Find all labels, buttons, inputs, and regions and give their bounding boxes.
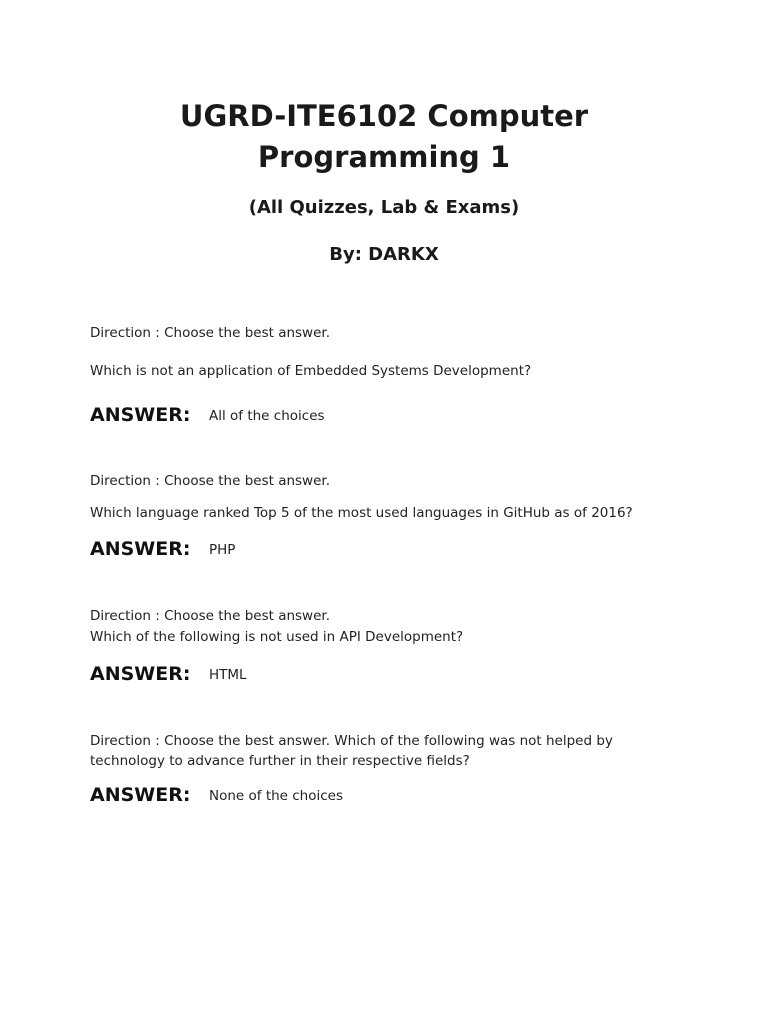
question-1-text: Which is not an application of Embedded Systems Development? <box>90 363 532 379</box>
question-1-answer-row <box>90 402 690 428</box>
question-2-answer: PHP <box>209 542 236 558</box>
answer-label: ANSWER: <box>90 538 191 560</box>
answer-label: ANSWER: <box>90 663 191 685</box>
question-3-text: Which of the following is not used in API Development? <box>90 629 464 645</box>
question-4-direction-and-text: Direction : Choose the best answer. Which of the following was not helped by technology to advance further in their respective fields? <box>90 733 613 769</box>
question-3-answer: HTML <box>209 667 247 683</box>
question-4-answer-row <box>90 782 690 808</box>
document-author: By: DARKX <box>329 244 439 265</box>
answer-label: ANSWER: <box>90 784 191 806</box>
question-1-answer: All of the choices <box>209 408 325 424</box>
question-2-answer-row <box>90 536 690 562</box>
question-2-direction: Direction : Choose the best answer. <box>90 473 331 489</box>
document-title: UGRD-ITE6102 Computer Programming 1 <box>179 99 589 174</box>
question-2-text: Which language ranked Top 5 of the most used languages in GitHub as of 2016? <box>90 505 633 521</box>
question-1-direction: Direction : Choose the best answer. <box>90 325 331 341</box>
question-3-direction: Direction : Choose the best answer. <box>90 608 331 624</box>
question-3-answer-row <box>90 661 690 687</box>
question-4-answer: None of the choices <box>209 788 344 804</box>
document-subtitle: (All Quizzes, Lab & Exams) <box>248 197 520 218</box>
answer-label: ANSWER: <box>90 404 191 426</box>
